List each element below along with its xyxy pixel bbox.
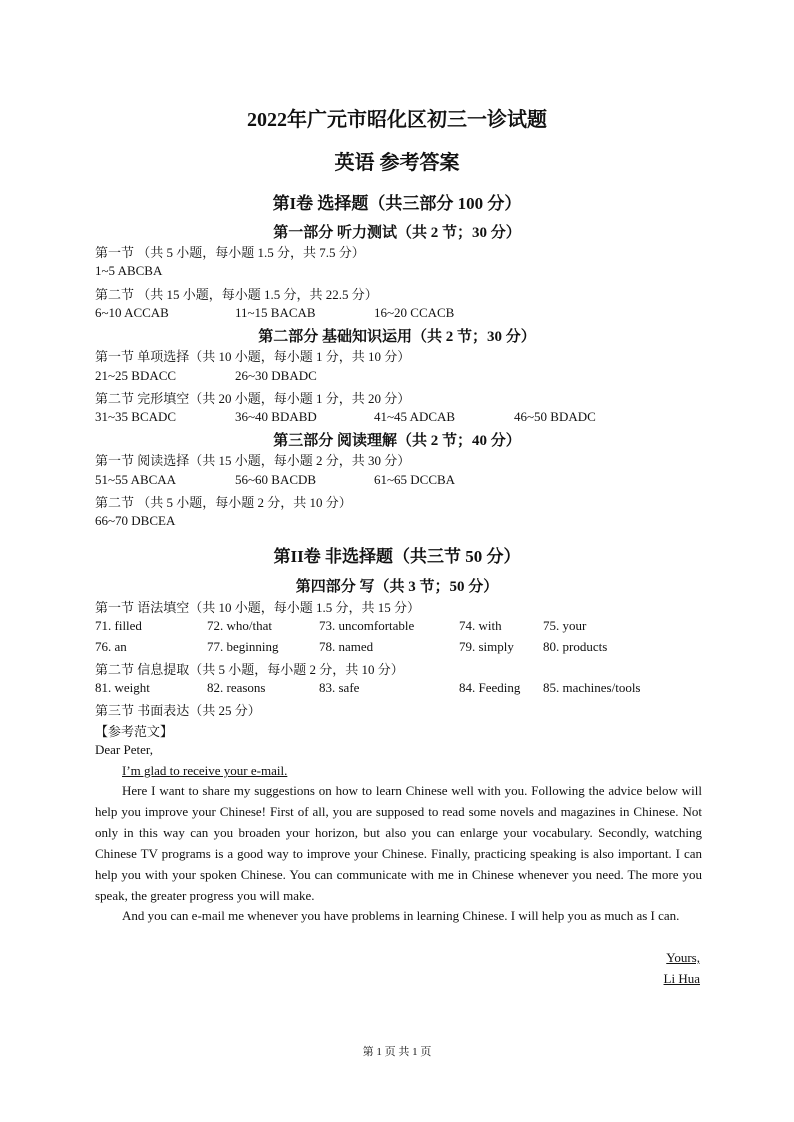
answer-group: 31~35 BCADC [95, 409, 177, 424]
part4-heading: 第四部分 写（共 3 节；50 分） [295, 579, 499, 595]
answer-group: 51~55 ABCAA [95, 472, 177, 487]
answer-group: 41~45 ADCAB [374, 409, 456, 424]
answer-item: 77. beginning [207, 639, 279, 654]
part4-section3-label: 第三节 书面表达（共 25 分） [95, 703, 261, 718]
essay-paragraph: And you can e-mail me whenever you have problems in learning Chinese. I will help you as much as I can. [122, 908, 680, 924]
answer-group: 21~25 BDACC [95, 368, 177, 383]
essay-greeting: Dear Peter, [95, 742, 153, 757]
part3-section1-label: 第一节 阅读选择（共 15 小题，每小题 2 分，共 30 分） [95, 453, 411, 468]
essay-body [95, 781, 702, 927]
part3-section2-label: 第二节 （共 5 小题，每小题 2 分，共 10 分） [95, 495, 352, 510]
part3-heading: 第三部分 阅读理解（共 2 节；40 分） [273, 433, 521, 449]
answer-group: 36~40 BDABD [235, 409, 317, 424]
answer-item: 85. machines/tools [543, 680, 641, 695]
part2-section1-label: 第一节 单项选择（共 10 小题，每小题 1 分，共 10 分） [95, 349, 411, 364]
answer-item: 75. your [543, 618, 587, 633]
answer-group: 16~20 CCACB [374, 305, 455, 320]
answer-item: 81. weight [95, 680, 150, 695]
answer-item: 78. named [319, 639, 374, 654]
part1-section1-label: 第一节 （共 5 小题，每小题 1.5 分，共 7.5 分） [95, 245, 365, 260]
answer-group: 11~15 BACAB [235, 305, 316, 320]
part4-section2-label: 第二节 信息提取（共 5 小题，每小题 2 分，共 10 分） [95, 662, 404, 677]
answer-group: 61~65 DCCBA [374, 472, 456, 487]
answer-item: 82. reasons [207, 680, 266, 695]
part4-section1-label: 第一节 语法填空（共 10 小题，每小题 1.5 分，共 15 分） [95, 600, 421, 615]
page-footer: 第 1 页 共 1 页 [362, 1046, 432, 1058]
essay-paragraph: Here I want to share my suggestions on how to learn Chinese well with you. Following the advice below will help you improve your Chinese! First of all, you are supposed to read some novels and magazines in Chinese. Not only in this way can you broaden your horizon, but also you can enlarge your vocabulary. Secondly, watching Chinese TV programs is a good way to improve your Chinese. Finally, practicing speaking is also important. I can help you with your spoken Chinese. You can communicate with me in Chinese whenever you need. The more you speak, the greater progress you will make. [95, 783, 702, 903]
answer-group: 66~70 DBCEA [95, 513, 176, 528]
answer-group: 1~5 ABCBA [95, 263, 163, 278]
answer-item: 71. filled [95, 618, 142, 633]
part2-heading: 第二部分 基础知识运用（共 2 节；30 分） [258, 329, 536, 345]
answer-item: 76. an [95, 639, 127, 654]
answer-item: 79. simply [459, 639, 514, 654]
exam-title: 2022年广元市昭化区初三一诊试题 [247, 109, 547, 131]
part1-heading: 第一部分 听力测试（共 2 节；30 分） [273, 225, 521, 241]
exam-subtitle: 英语 参考答案 [334, 152, 460, 174]
part2-section2-label: 第二节 完形填空（共 20 小题，每小题 1 分，共 20 分） [95, 391, 411, 406]
answer-item: 72. who/that [207, 618, 272, 633]
answer-item: 74. with [459, 618, 502, 633]
answer-group: 46~50 BDADC [514, 409, 596, 424]
part1-section2-label: 第二节 （共 15 小题，每小题 1.5 分，共 22.5 分） [95, 287, 378, 302]
answer-group: 56~60 BACDB [235, 472, 317, 487]
answer-group: 26~30 DBADC [235, 368, 317, 383]
essay-closing: Yours, [666, 950, 700, 965]
answer-item: 73. uncomfortable [319, 618, 415, 633]
volume2-heading: 第II卷 非选择题（共三节 50 分） [273, 547, 521, 566]
essay-opening: I’m glad to receive your e-mail. [122, 763, 288, 778]
reference-essay-label: 【参考范文】 [95, 724, 174, 739]
answer-item: 84. Feeding [459, 680, 521, 695]
volume1-heading: 第I卷 选择题（共三部分 100 分） [272, 194, 522, 213]
answer-item: 83. safe [319, 680, 360, 695]
essay-signature: Li Hua [663, 971, 700, 986]
answer-group: 6~10 ACCAB [95, 305, 169, 320]
answer-item: 80. products [543, 639, 608, 654]
